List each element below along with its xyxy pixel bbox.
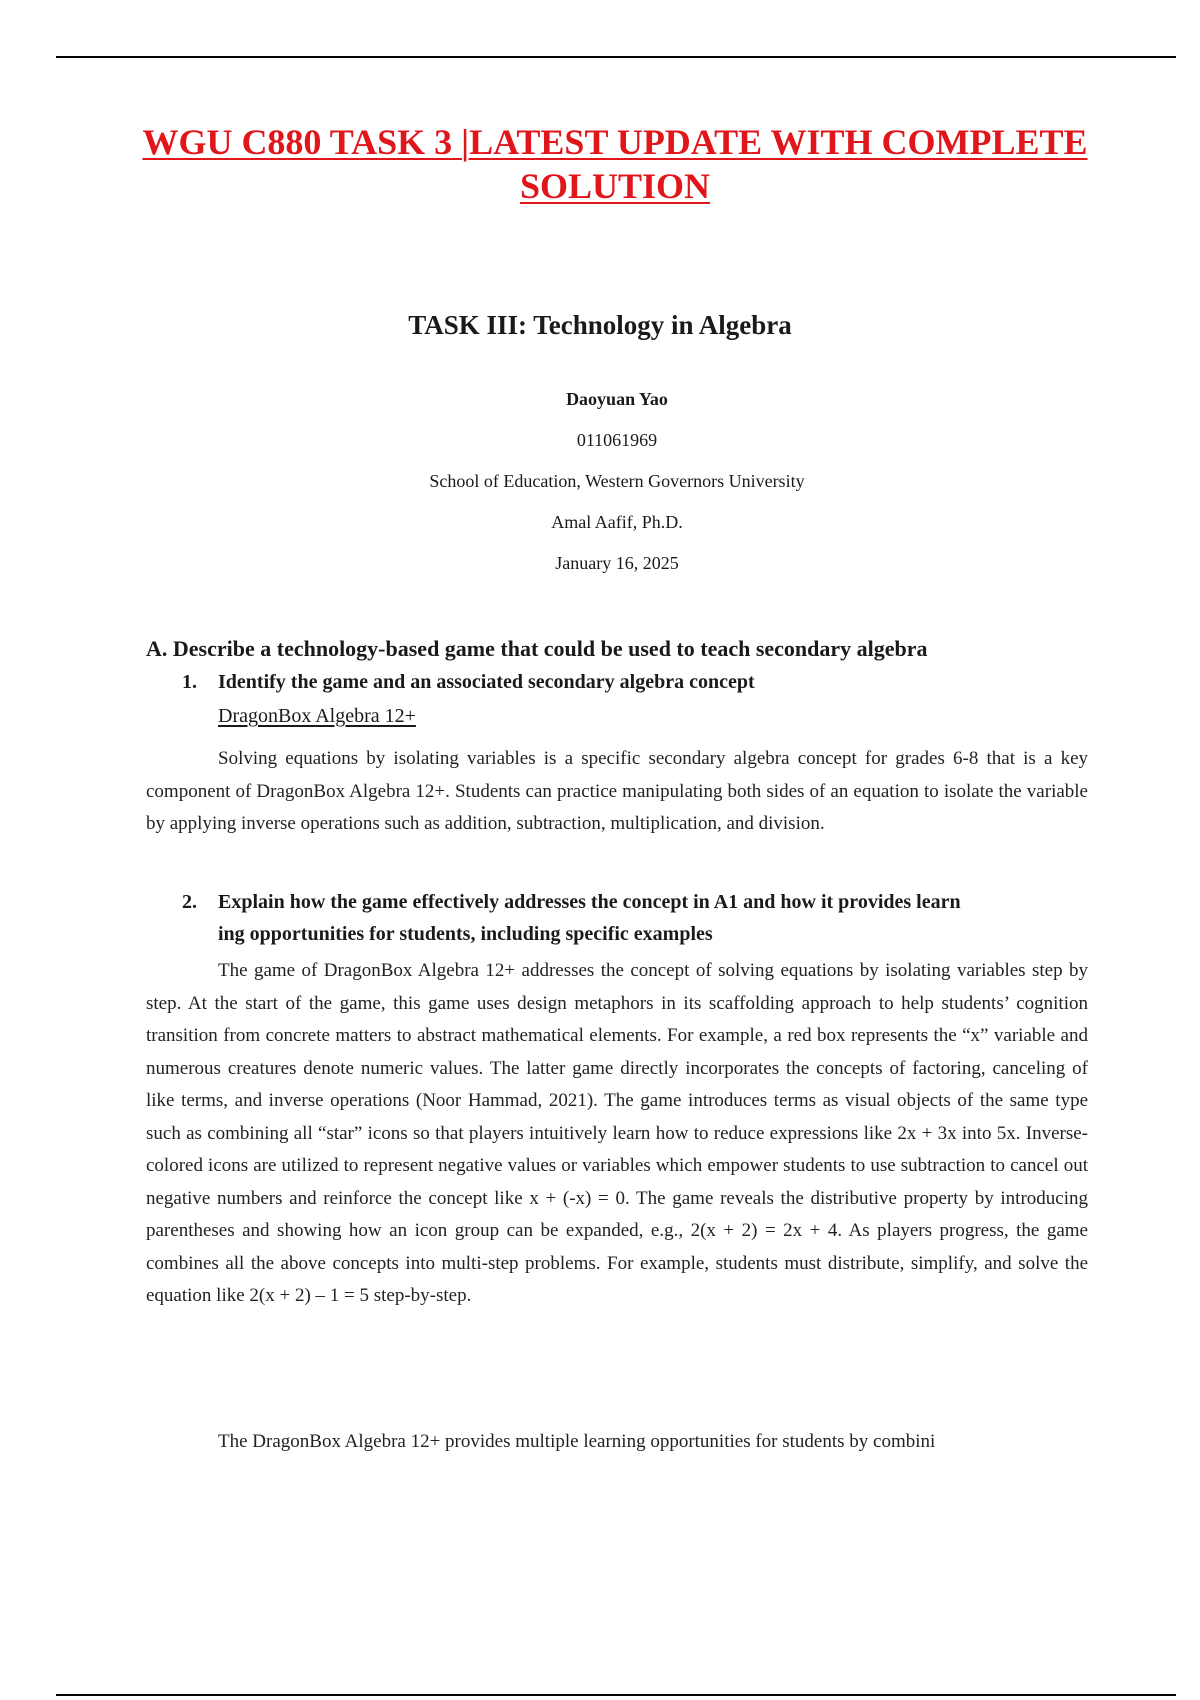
submission-date: January 16, 2025 [555, 553, 679, 573]
game-name: DragonBox Algebra 12+ [218, 705, 416, 727]
item-1-heading-text: Identify the game and an associated secondary algebra concept [218, 671, 755, 693]
item-1-number: 1. [182, 671, 197, 693]
item-2-heading-line-2: ing opportunities for students, including specific examples [218, 923, 713, 945]
author-name: Daoyuan Yao [566, 389, 668, 409]
banner-line-2: SOLUTION [519, 166, 711, 206]
item-2-number: 2. [182, 891, 197, 913]
item-1-paragraph [146, 743, 1088, 841]
instructor-name: Amal Aafif, Ph.D. [551, 512, 683, 532]
title-block [0, 386, 1200, 591]
section-a-heading: A. Describe a technology-based game that could be used to teach secondary algebra [146, 636, 928, 661]
document-banner [100, 120, 1130, 208]
item-2-paragraph-2 [146, 1426, 1088, 1459]
top-rule [56, 56, 1176, 58]
item-2-heading [182, 886, 1082, 950]
task-title: TASK III: Technology in Algebra [408, 310, 792, 340]
item-2-paragraph-1 [146, 955, 1088, 1313]
banner-line-1: WGU C880 TASK 3 |LATEST UPDATE WITH COMPLETE [142, 122, 1088, 162]
bottom-rule [56, 1694, 1176, 1696]
item-2-paragraph-2-text: The DragonBox Algebra 12+ provides multiple learning opportunities for students by combini [218, 1431, 936, 1452]
item-1-heading [182, 666, 1082, 698]
student-id: 011061969 [576, 430, 658, 450]
item-2-heading-line-1: Explain how the game effectively addresses the concept in A1 and how it provides learn [218, 891, 961, 913]
item-2-paragraph-1-text: The game of DragonBox Algebra 12+ addresses the concept of solving equations by isolating variables step by step. At the start of the game, this game uses design metaphors in its scaffolding approach to help students’ cognition transition from concrete matters to abstract mathematical elements. For example, a red box represents the “x” variable and numerous creatures denote numeric values. The latter game directly incorporates the concepts of factoring, canceling of like terms, and inverse operations (Noor Hammad, 2021). The game introduces terms as visual objects of the same type such as combining all “star” icons so that players intuitively learn how to reduce expressions like 2x + 3x into 5x. Inverse-colored icons are utilized to represent negative values or variables which empower students to use subtraction to cancel out negative numbers and reinforce the concept like x + (-x) = 0. The game reveals the distributive property by introducing parentheses and showing how an icon group can be expanded, e.g., 2(x + 2) = 2x + 4. As players progress, the game combines all the above concepts into multi-step problems. For example, students must distribute, simplify, and solve the equation like 2(x + 2) – 1 = 5 step-by-step. [146, 960, 1088, 1306]
school-name: School of Education, Western Governors University [429, 471, 805, 491]
item-1-paragraph-text: Solving equations by isolating variables is a specific secondary algebra concept for grades 6-8 that is a key component of DragonBox Algebra 12+. Students can practice manipulating both sides of an equation to isolate the variable by applying inverse operations such as addition, subtraction, multiplication, and division. [146, 748, 1088, 834]
